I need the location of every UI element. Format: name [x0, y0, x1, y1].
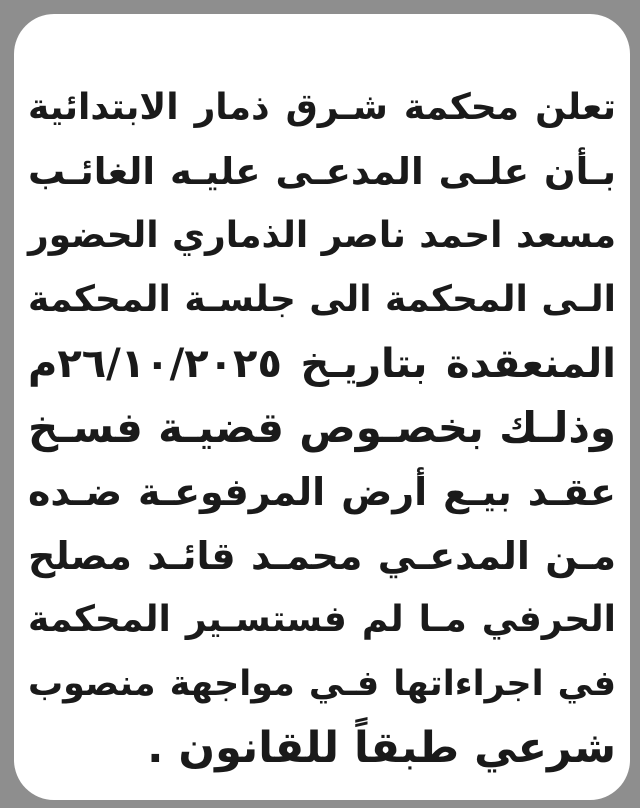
notice-line-9: الحرفي مـا لم فستسـير المحكمة [28, 599, 616, 640]
notice-line-5: المنعقدة بتاريـخ ٢٦/١٠/٢٠٢٥م [28, 341, 616, 387]
notice-line-2: بـأن علـى المدعـى عليـه الغائـب [28, 150, 616, 193]
notice-line-6: وذلـك بخصـوص قضيـة فسـخ [28, 403, 616, 452]
notice-line-3: مسعد احمد ناصر الذماري الحضور [28, 215, 616, 256]
notice-line-8: مـن المدعـي محمـد قائـد مصلح [28, 534, 616, 578]
notice-card [14, 14, 630, 800]
notice-line-11: شرعي طبقاً للقانون . [147, 723, 616, 773]
notice-line-4: الـى المحكمة الى جلسـة المحكمة [28, 279, 616, 320]
notice-line-10: في اجراءاتها فـي مواجهة منصوب [28, 664, 616, 704]
notice-line-1: تعلن محكمة شـرق ذمار الابتدائية [28, 87, 616, 128]
notice-text [28, 76, 616, 780]
notice-line-7: عقـد بيـع أرض المرفوعـة ضـده [28, 470, 616, 514]
